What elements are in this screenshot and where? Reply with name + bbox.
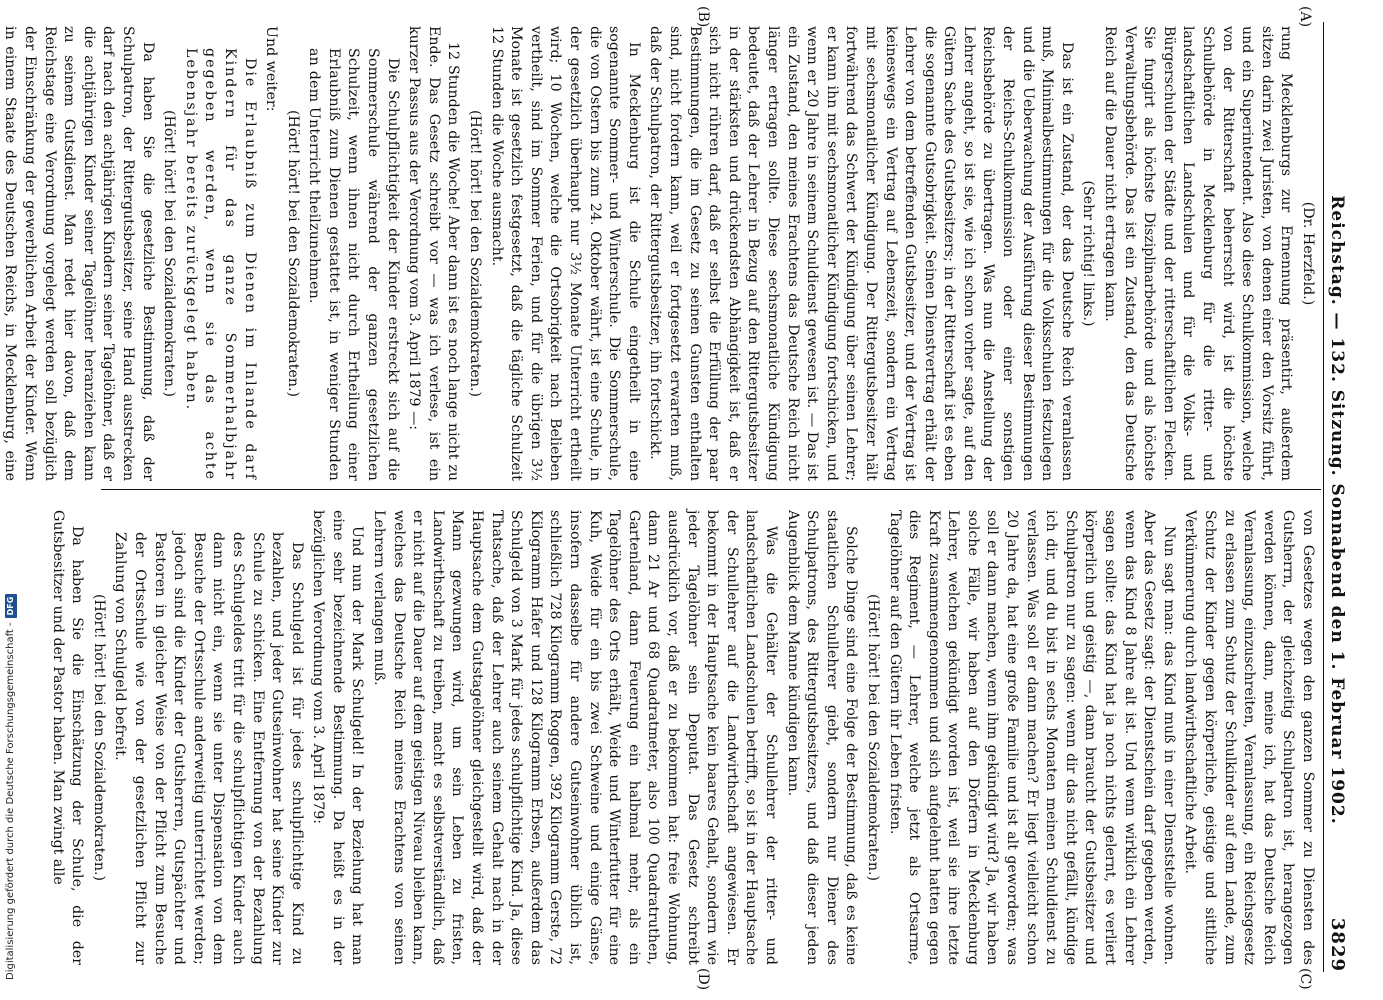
- paragraph: Da haben Sie die Einschätzung der Schule, die der Gutsbesitzer und der Pastor haben. Man zwingt alle: [49, 510, 86, 965]
- right-column: [49, 510, 1317, 965]
- paragraph: 12 Stunden die Woche! Aber dann ist es noch lange nicht zu Ende. Das Gesetz schreibt vor — was ich verlese, ist ein kurzer Passus aus der Verordnung vom 3. April 1879 —:: [406, 26, 462, 481]
- paragraph: In Mecklenburg ist die Schule eingetheilt in eine sogenannte Sommer- und Winterschule. Die Sommerschule, die von Ostern bis zum 24. Oktober währt, ist eine Schule, in der gesetzlich überhaupt nur 3½ Monate Unterricht ertheilt wird; 10 Wochen, welche die Ortsobrigkeit nach Belieben vertheilt, sind im Sommer Ferien, und für die übrigen 3½ Monate ist gesetzlich festgesetzt, daß die tägliche Schulzeit 12 Stunden die Woche ausmacht.: [488, 26, 642, 481]
- interjection: (Hört! hört! bei den Sozialdemokraten.): [864, 593, 881, 882]
- quoted-regulation: Die Erlaubniß zum Dienen im Inlande darf Kindern für das ganze Sommerhalbjahr gegeben werden, wenn sie das achte Lebensjahr bereits zurückgelegt haben.: [182, 48, 258, 481]
- margin-letter-b: (B): [695, 6, 711, 28]
- interjection: (Sehr richtig! links.): [1080, 180, 1097, 327]
- paragraph: rung Mecklenburgs zur Ernennung präsentirt, außerdem sitzen darin zwei Juristen, von denen einer den Vorsitz führt, und ein Superintendent. Also diese Schulkommission, welche von der Ritterschaft beherrscht wird, ist die höchste Schulbehörde in Mecklenburg für die ritter- und landschaftlichen Landschulen und für die Volks- und Bürgerschulen der Städte und der ritterschaftlichen Flecken. Sie fungirt als höchste Disziplinarbehörde und als höchste Verwaltungsbehörde. Das ist ein Zustand, den das Deutsche Reich auf die Dauer nicht ertragen kann.: [1102, 26, 1295, 481]
- paragraph: von Gesetzes wegen den ganzen Sommer zu Diensten des Gutsherrn, der gleichzeitig Schulpatron ist, herangezogen werden können, dann, meine ich, hat das Deutsche Reich Veranlassung, einzuschreiten, Veranlassung, ein Reichsgesetz zu erlassen zum Schutz der Schulkinder auf dem Lande, zum Schutz der Kinder gegen körperliche, geistige und sittliche Verkümmerung durch landwirthschaftliche Arbeit.: [1182, 510, 1316, 965]
- quoted-regulation: Die Schulpflichtigkeit der Kinder erstreckt sich auf die Sommerschule während der ganzen gesetzlichen Schulzeit, wenn ihnen nicht durch Ertheilung einer Erlaubniß zum Dienen gestattet ist, in weniger Stunden an dem Unterricht theilzunehmen.: [306, 48, 401, 481]
- speaker-name: (Dr. Herzfeld.): [1300, 201, 1316, 306]
- paragraph: Da haben Sie die gesetzliche Bestimmung, daß der Schulpatron, der Rittergutsbesitzer, seine Hand ausstrecken darf nach den achtjährigen Kindern seiner Tagelöhner, daß er die achtjährigen Kinder seiner Tagelöhner heranziehen kann zu seinem Gutsdienst. Man redet hier davon, daß dem Reichstage eine Verordnung vorgelegt werden soll bezüglich der Einschränkung der gewerblichen Arbeit der Kinder. Wenn in einem Staate des Deutschen Reichs, in Mecklenburg, eine: [2, 26, 156, 481]
- interjection: (Hört! hört! bei den Sozialdemokraten.): [161, 109, 178, 398]
- paragraph: Solche Dinge sind eine Folge der Bestimmung, daß es keine staatlichen Schullehrer giebt, sondern nur Diener des Schulpatrons, des Rittergutsbesitzers, und daß dieser jeden Augenblick dem Manne kündigen kann.: [784, 510, 860, 965]
- quoted-regulation: Das Schulgeld ist für jedes schulpflichtige Kind zu bezahlen, und jeder Gutseinwohner hat seine Kinder zur Schule zu schicken. Eine Entfernung von der Bezahlung des Schulgeldes tritt für die schulpflichtigen Kinder auch dann nicht ein, wenn sie unter Dispensation von dem Besuche der Ortsschule anderweitig unterrichtet werden; jedoch sind die Kinder der Gutsherren, Gutspächter und Pastoren in gleicher Weise von der Pflicht zum Besuche der Ortsschule wie von der gesetzlichen Pflicht zur Zahlung von Schulgeld befreit.: [112, 532, 305, 965]
- paragraph: Das ist ein Zustand, der das Deutsche Reich veranlassen muß, Minimalbestimmungen für die Volksschulen festzulegen und die Ueberwachung der Ausführung dieser Bestimmungen der Reichs-Schulkommission oder einer sonstigen Reichsbehörde zu übertragen. Was nun die Anstellung der Lehrer angeht, so ist sie, wie ich schon vorher sagte, auf den Gütern Sache des Gutsbesitzers; in der Ritterschaft ist es eben die sogenannte Gutsobrigkeit. Seinen Dienstvertrag erhält der Lehrer von dem betreffenden Gutsbesitzer, und der Vertrag ist keineswegs ein Vertrag auf Lebenszeit, sondern ein Vertrag mit sechsmonatlicher Kündigung. Der Rittergutsbesitzer hält fortwährend das Schwert der Kündigung über seinen Lehrer; er kann ihn mit sechsmonatlicher Kündigung fortschicken, und wenn er 20 Jahre in seinem Schuldienst gewesen ist. — Das ist ein Zustand, den meines Erachtens das Deutsche Reich nicht länger ertragen sollte. Diese sechsmonatliche Kündigung bedeutet, daß der Lehrer in Bezug auf den Rittergutsbesitzer in der stärksten und drückendsten Abhängigkeit ist, daß er sich nicht rühren darf, daß er selbst die Erfüllung der paar Bestimmungen, die im Gesetz zu seinen Gunsten enthalten sind, nicht fordern kann, weil er fortgesetzt erwarten muß, daß der Schulpatron, der Rittergutsbesitzer, ihn fortschickt.: [647, 26, 1075, 481]
- column-divider: [101, 489, 1321, 490]
- page-number: 3829: [1327, 917, 1348, 972]
- running-head: Reichstag. — 132. Sitzung. Sonnabend den 1. Februar 1902.: [1327, 195, 1347, 825]
- credit-text: Digitalisierung gefördert durch die Deutsche Forschungsgemeinschaft -: [5, 622, 16, 980]
- page-header: [1323, 22, 1367, 972]
- paragraph: Was die Gehälter der Schullehrer der ritter- und landschaftlichen Landschulen betrifft, so ist in der Hauptsache der Schullehrer auf die Landwirthschaft angewiesen. Er bekommt in der Hauptsache kein baares Gehalt, sondern wie jeder Tagelöhner sein Deputat. Das Gesetz schreibt ausdrücklich vor, daß er zu bekommen hat: freie Wohnung, dann 21 Ar und 68 Quadratmeter, also 100 Quadratruthen, Gartenland, dann Feuerung ein halbmal mehr, als ein Tagelöhner des Orts erhält, Weide und Winterfutter für eine Kuh, Weide für ein bis zwei Schweine und einige Gänse, insofern dasselbe für andere Gutseinwohner üblich ist, schließlich 728 Kilogramm Roggen, 392 Kilogramm Gerste, 72 Kilogramm Hafer und 128 Kilogramm Erbsen, außerdem das Schulgeld von 3 Mark für jedes schulpflichtige Kind. Ja, diese Thatsache, daß der Lehrer auch seinem Gehalt nach in der Hauptsache dem Gutstagelöhner gleichgestellt wird, daß der Mann gezwungen wird, um sein Leben zu fristen, Landwirthschaft zu treiben, macht es selbstverständlich, daß er nicht auf die Dauer auf dem geistigen Niveau bleiben kann, welches das Deutsche Reich meines Erachtens von seinen Lehrern verlangen muß.: [371, 510, 779, 965]
- interjection: (Hört! hört! bei den Sozialdemokraten.): [467, 109, 484, 398]
- paragraph: Und weiter:: [263, 26, 280, 112]
- paragraph: Nun sagt man: das Kind muß in einer Dienststelle wohnen. Aber das Gesetz sagt: der Dienstschein darf gegeben werden, wenn das Kind 8 Jahre alt ist. Und wenn wirklich ein Lehrer sagen sollte: das Kind hat ja noch nichts gelernt, es verliert körperlich und geistig —, dann braucht der Gutsbesitzer und Schulpatron nur zu sagen: wenn dir das nicht gefällt, kündige ich dir, und du bist in sechs Monaten meinen Schuldienst zu verlassen. Was soll er dann machen? Er liegt vielleicht schon 20 Jahre da, hat eine große Familie und ist alt geworden; was soll er dann machen, wenn ihm gekündigt wird? Ja, wir haben solche Fälle, wir haben auf den Dörfern in Mecklenburg Lehrer, welchen gekündigt worden ist, weil sie ihre letzte Kraft zusammengenommen und sich aufgelehnt hatten gegen dies Regiment, — Lehrer, welche jetzt als Ortsarme, Tagelöhner auf den Gütern ihr Leben fristen.: [886, 510, 1177, 965]
- interjection: (Hört! hört! bei den Sozialdemokraten.): [284, 109, 301, 398]
- left-column: [2, 26, 1317, 481]
- margin-letter-c: (C): [1297, 968, 1313, 990]
- credit-line: [4, 596, 18, 980]
- interjection: (Hört! hört! bei den Sozialdemokraten.): [90, 593, 107, 882]
- digitization-credit: [4, 596, 18, 995]
- margin-letter-a: (A): [1297, 6, 1313, 28]
- dfg-logo: DFG: [5, 594, 17, 619]
- paragraph: Und nun der Mark Schulgeld! In der Beziehung hat man eine sehr bezeichnende Bestimmung. Da heißt es in der bezüglichen Verordnung vom 3. April 1879:: [310, 510, 366, 965]
- margin-letter-d: (D): [695, 968, 711, 991]
